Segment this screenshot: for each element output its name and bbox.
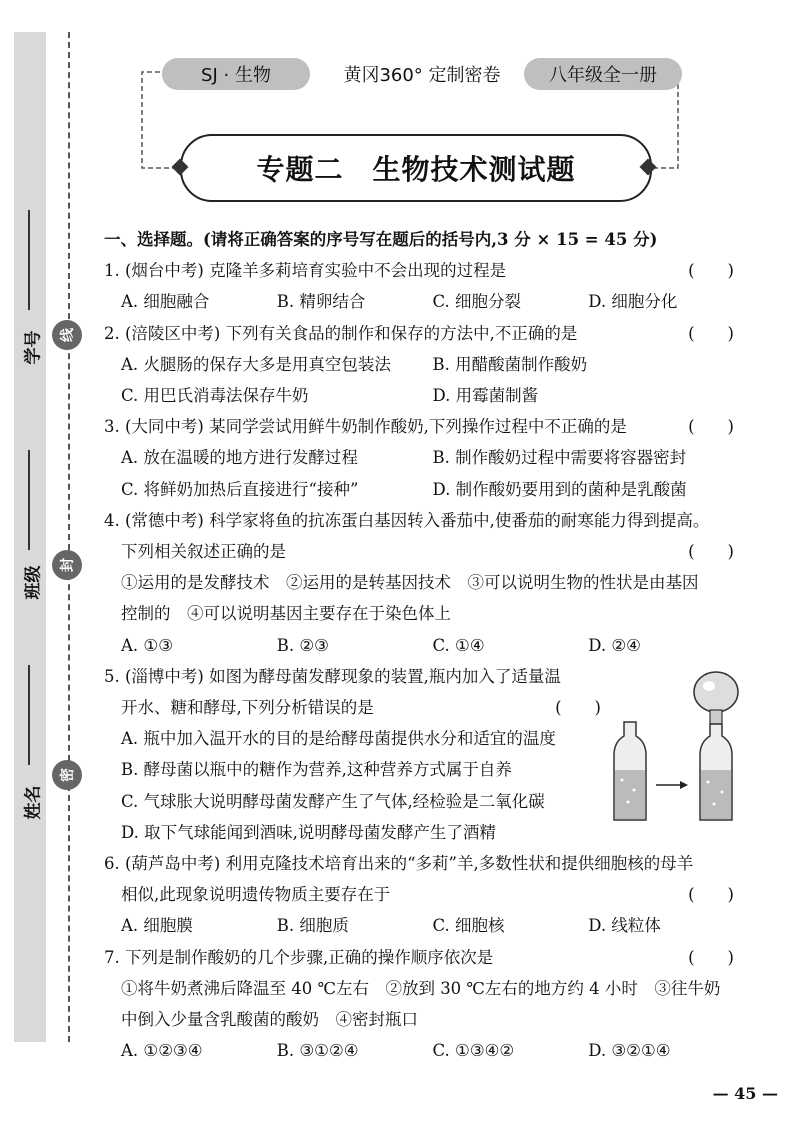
page-number: — 45 —	[712, 1084, 778, 1103]
binding-strip	[14, 32, 46, 1042]
question-3: 3. (大同中考) 某同学尝试用鲜牛奶制作酸奶,下列操作过程中不正确的是 ( )	[104, 411, 744, 442]
option[interactable]: C. 气球胀大说明酵母菌发酵产生了气体,经检验是二氧化碳	[121, 791, 545, 811]
option[interactable]: D. 线粒体	[588, 916, 661, 936]
question-7: 7. 下列是制作酸奶的几个步骤,正确的操作顺序依次是 ( )	[104, 942, 744, 973]
option[interactable]: D. 用霉菌制酱	[432, 386, 539, 406]
option[interactable]: B. 精卵结合	[276, 292, 366, 312]
cut-mark-secret: 密	[52, 760, 82, 790]
option[interactable]: C. 细胞核	[432, 916, 505, 936]
question-6-options	[104, 910, 744, 941]
question-3-options	[104, 442, 744, 473]
option[interactable]: B. 制作酸奶过程中需要将容器密封	[432, 448, 687, 468]
option[interactable]: A. 放在温暖的地方进行发酵过程	[121, 448, 358, 468]
option[interactable]: A. 细胞融合	[121, 292, 210, 312]
cut-line	[68, 32, 70, 1042]
cut-mark-line: 线	[52, 320, 82, 350]
question-4-items: 控制的 ④可以说明基因主要存在于染色体上	[121, 604, 451, 624]
option[interactable]: C. ①④	[432, 635, 485, 655]
question-7-items: 中倒入少量含乳酸菌的酸奶 ④密封瓶口	[121, 1010, 418, 1030]
question-1-options	[104, 286, 744, 317]
option[interactable]: D. 取下气球能闻到酒味,说明酵母菌发酵产生了酒精	[121, 822, 496, 842]
option[interactable]: D. ②④	[588, 635, 641, 655]
option[interactable]: B. 细胞质	[276, 916, 349, 936]
question-7-options	[104, 1035, 744, 1066]
answer-blank[interactable]: ( )	[688, 947, 734, 967]
option[interactable]: C. 将鲜奶加热后直接进行“接种”	[121, 479, 359, 499]
name-field[interactable]	[28, 665, 30, 765]
option[interactable]: B. ②③	[276, 635, 329, 655]
bottle-left	[614, 722, 646, 820]
fermentation-apparatus-figure	[604, 670, 754, 830]
student-id-label: 学号	[23, 330, 44, 365]
option[interactable]: D. ③②①④	[588, 1041, 671, 1061]
question-2-options	[104, 349, 744, 380]
option[interactable]: A. ①②③④	[121, 1041, 203, 1061]
answer-blank[interactable]: ( )	[688, 261, 734, 281]
question-list	[104, 224, 744, 1066]
answer-blank[interactable]: ( )	[688, 417, 734, 437]
option[interactable]: A. 瓶中加入温开水的目的是给酵母菌提供水分和适宜的温度	[121, 729, 556, 749]
option[interactable]: C. ①③④②	[432, 1041, 515, 1061]
grade-pill: 八年级全一册	[524, 58, 682, 90]
answer-blank[interactable]: ( )	[688, 542, 734, 562]
question-7-items: ①将牛奶煮沸后降温至 40 ℃左右 ②放到 30 ℃左右的地方约 4 小时 ③往牛奶	[121, 978, 721, 998]
section-heading: 一、选择题。(请将正确答案的序号写在题后的括号内,3 分 × 15 = 45 分)	[104, 230, 658, 249]
subject-pill: SJ · 生物	[162, 58, 310, 90]
question-2: 2. (涪陵区中考) 下列有关食品的制作和保存的方法中,不正确的是 ( )	[104, 318, 744, 349]
question-4: 4. (常德中考) 科学家将鱼的抗冻蛋白基因转入番茄中,使番茄的耐寒能力得到提高。	[104, 510, 710, 530]
option[interactable]: C. 细胞分裂	[432, 292, 522, 312]
bottle-right-with-balloon	[694, 672, 738, 820]
question-4-options	[104, 630, 744, 661]
arrow-icon	[656, 781, 688, 789]
student-id-field[interactable]	[28, 210, 30, 310]
option[interactable]: A. 细胞膜	[121, 916, 193, 936]
option[interactable]: B. 酵母菌以瓶中的糖作为营养,这种营养方式属于自养	[121, 760, 512, 780]
option[interactable]: B. ③①②④	[276, 1041, 359, 1061]
question-1: 1. (烟台中考) 克隆羊多莉培育实验中不会出现的过程是 ( )	[104, 255, 744, 286]
option[interactable]: D. 制作酸奶要用到的菌种是乳酸菌	[432, 479, 687, 499]
question-4-items: ①运用的是发酵技术 ②运用的是转基因技术 ③可以说明生物的性状是由基因	[121, 573, 699, 593]
class-label: 班级	[23, 565, 44, 600]
page-title: 专题二 生物技术测试题	[256, 153, 576, 186]
series-title: 黄冈360° 定制密卷	[343, 65, 501, 86]
title-frame	[180, 134, 652, 202]
option[interactable]: C. 用巴氏消毒法保存牛奶	[121, 386, 309, 406]
cut-mark-seal: 封	[52, 550, 82, 580]
question-5-stem: 开水、糖和酵母,下列分析错误的是 ( )	[104, 692, 601, 723]
question-5: 5. (淄博中考) 如图为酵母菌发酵现象的装置,瓶内加入了适量温	[104, 666, 561, 686]
question-6-stem: 相似,此现象说明遗传物质主要存在于 ( )	[104, 879, 744, 910]
question-3-options	[104, 474, 744, 505]
question-6: 6. (葫芦岛中考) 利用克隆技术培育出来的“多莉”羊,多数性状和提供细胞核的母羊	[104, 854, 694, 874]
class-field[interactable]	[28, 450, 30, 550]
option[interactable]: B. 用醋酸菌制作酸奶	[432, 354, 588, 374]
answer-blank[interactable]: ( )	[555, 698, 601, 718]
question-4-stem: 下列相关叙述正确的是 ( )	[104, 536, 744, 567]
question-2-options	[104, 380, 744, 411]
option[interactable]: A. ①③	[121, 635, 173, 655]
answer-blank[interactable]: ( )	[688, 885, 734, 905]
name-label: 姓名	[23, 785, 44, 820]
answer-blank[interactable]: ( )	[688, 323, 734, 343]
option[interactable]: A. 火腿肠的保存大多是用真空包装法	[121, 354, 391, 374]
option[interactable]: D. 细胞分化	[588, 292, 678, 312]
